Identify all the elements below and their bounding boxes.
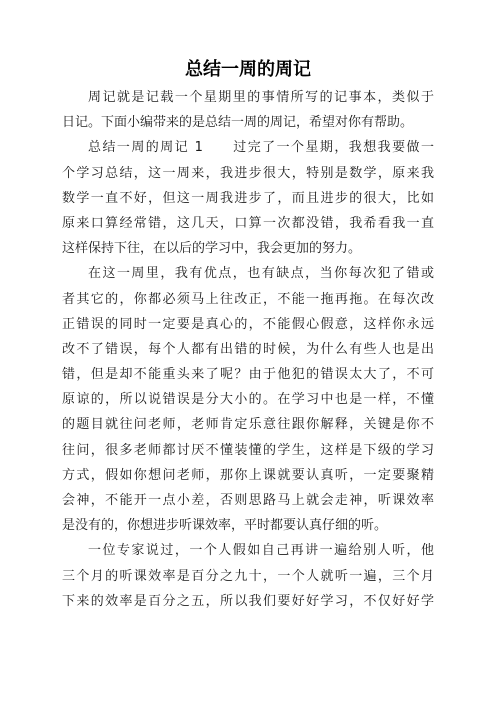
text-line: 这样保持下往，在以后的学习中，我会更加的努力。 xyxy=(62,241,362,257)
text-line: 原谅的，所以说错误是分大小的。在学习中也是一样，不懂 xyxy=(62,392,434,408)
text-line: 改不了错误，每个人都有出错的时候，为什么有些人也是出 xyxy=(62,341,434,357)
text-line: 会神，不能开一点小差，否则思路马上就会走神，听课效率 xyxy=(62,493,434,508)
text-line: 者其它的，你都必须马上往改正，不能一拖再拖。在每次改 xyxy=(62,291,434,307)
text-line: 的题目就往问老师，老师肯定乐意往跟你解释，关键是你不 xyxy=(62,417,434,433)
text-line: 是没有的，你想进步听课效率，平时都要认真仔细的听。 xyxy=(62,518,388,534)
paragraph-weekly-note-1 xyxy=(62,135,434,261)
text-line: 个学习总结，这一周来，我进步很大，特别是数学，原来我 xyxy=(62,165,434,181)
paragraph-intro xyxy=(62,85,434,135)
paragraph-expert-quote xyxy=(62,538,434,614)
document-title: 总结一周的周记 xyxy=(185,59,311,80)
text-line: 往问，很多老师都讨厌不懂装懂的学生，这样是下级的学习 xyxy=(62,442,434,458)
text-line: 原来口算经常错，这几天，口算一次都没错，我希看我一直 xyxy=(62,215,434,231)
paragraph-strengths-weaknesses xyxy=(62,261,434,538)
text-line: 三个月的听课效率是百分之九十，一个人就听一遍，三个月 xyxy=(62,568,434,584)
text-line: 正错误的同时一定要是真心的，不能假心假意，这样你永远 xyxy=(62,316,434,332)
text-line: 数学一直不好，但这一周我进步了，而且进步的很大，比如 xyxy=(62,190,434,206)
text-line: 一位专家说过，一个人假如自己再讲一遍给别人听，他 xyxy=(88,543,434,559)
text-line: 错，但是却不能重头来了呢？由于他犯的错误太大了，不可 xyxy=(62,367,434,383)
document-body xyxy=(62,85,434,614)
text-line: 在这一周里，我有优点，也有缺点，当你每次犯了错或 xyxy=(88,266,434,282)
text-line: 日记。下面小编带来的是总结一周的周记，希望对你有帮助。 xyxy=(62,115,414,131)
text-line: 周记就是记载一个星期里的事情所写的记事本，类似于 xyxy=(88,90,434,105)
text-line: 方式，假如你想问老师，那你上课就要认真听，一定要聚精 xyxy=(62,467,434,483)
text-line: 下来的效率是百分之五，所以我们要好好学习，不仅好好学 xyxy=(62,593,434,609)
text-line: 总结一周的周记 1 过完了一个星期，我想我要做一 xyxy=(88,140,434,156)
